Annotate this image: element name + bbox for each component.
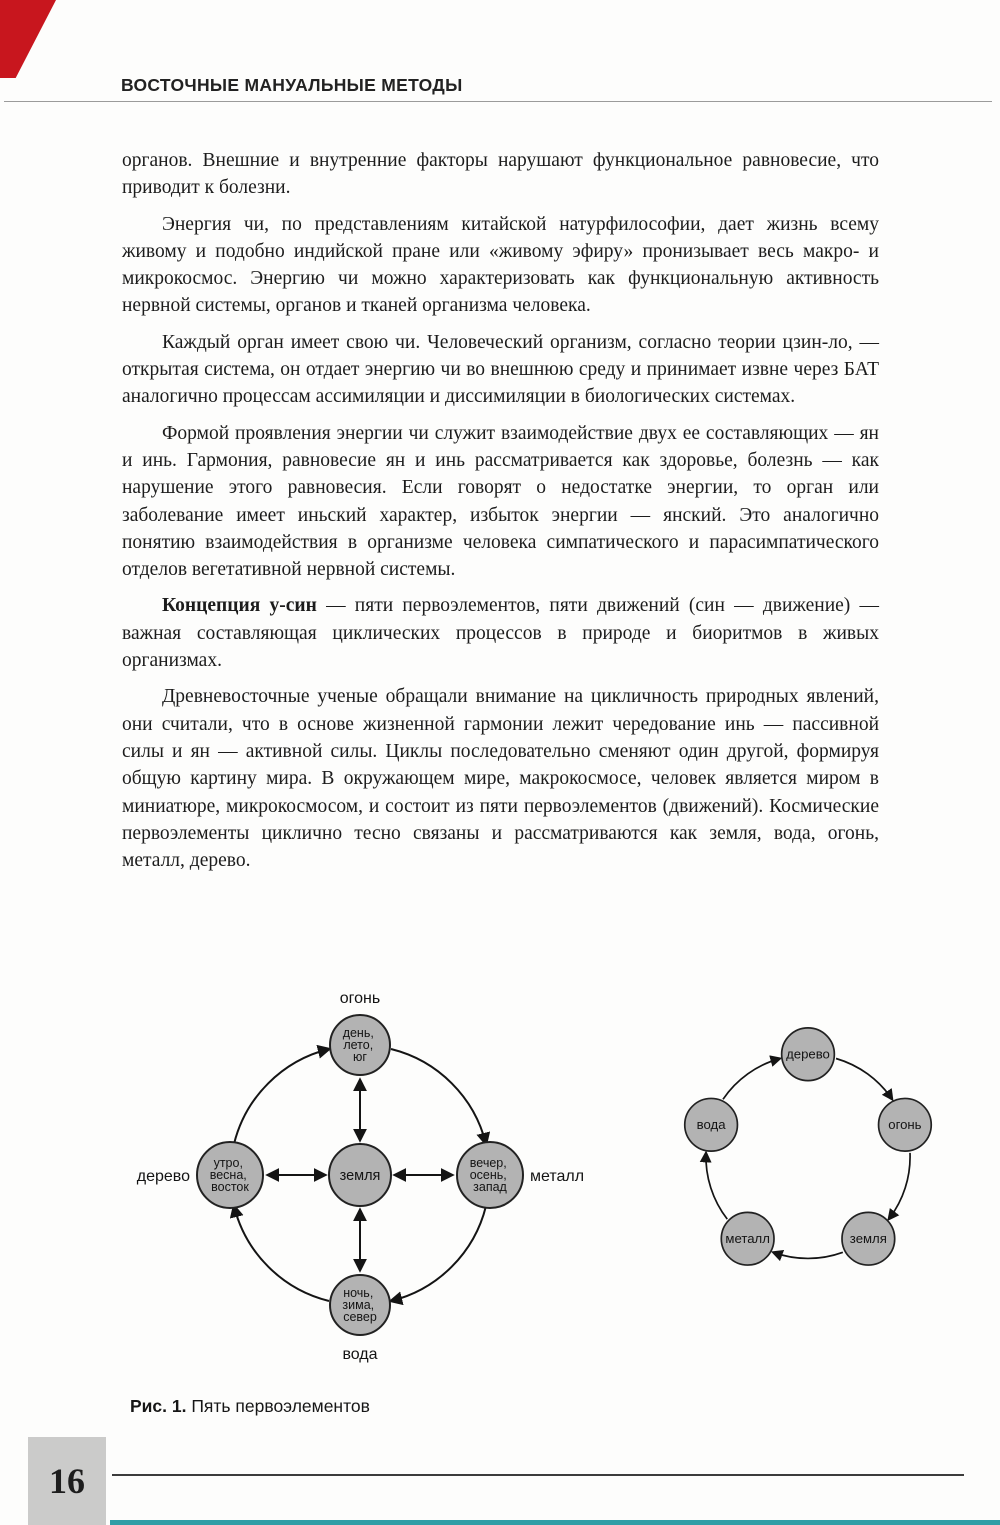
label-fire: огонь [339,990,381,1007]
page-number-tab [28,1437,106,1525]
paragraph-text: — пяти первоэлементов, пяти движений (син — движение) — важная составляющая циклических процессов в природе и биоритмов в живых организмах. [122,595,879,672]
footer-rule [112,1474,964,1476]
node-earth-center [329,1144,391,1206]
arc-earth-to-metal [773,1252,843,1258]
ring-arc-right-bottom [391,1206,486,1301]
cycle-node-water [685,1098,738,1151]
node-water-season [330,1275,390,1335]
paragraph: Древневосточные ученые обращали внимание на цикличность природных явлений, они считали, что в основе жизненной гармонии лежит чередование инь — пассивной силы и ян — активной силы. Циклы последовательно сменяют один другой, формируя общую картину мира. В окружающем мире, макрокосмосе, человек является миром в миниатюре, микрокосмосом, и состоит из пяти первоэлементов (движений). Космические первоэлементы циклично тесно связаны и рассматриваются как земля, вода, огонь, металл, дерево. [122,686,879,872]
ring-arc-top-right [391,1049,486,1144]
arc-metal-to-water [706,1153,727,1219]
node-wood-season [197,1142,263,1208]
node-text: металл [725,1230,770,1246]
label-metal: металл [530,1168,585,1185]
ring-arc-left-top [234,1049,329,1144]
text-block [122,147,879,883]
cycle-node-metal [721,1212,774,1265]
node-text: дерево [786,1046,830,1062]
arc-fire-to-earth [889,1153,910,1219]
header-rule [4,101,992,102]
scan-bottom-edge [110,1520,1000,1525]
node-text: вода [696,1117,726,1133]
node-text: земля [339,1168,381,1184]
figure-five-elements [100,985,980,1365]
figure-caption [130,1396,370,1417]
label-wood: дерево [136,1168,190,1185]
node-fire-season [330,1015,390,1075]
cycle-node-fire [879,1098,932,1151]
corner-accent [0,0,56,78]
wuxing-cycle-diagram [638,999,978,1322]
paragraph: органов. Внешние и внутренние факторы нарушают функциональное равновесие, что приводит к болезни. [122,150,879,199]
node-text: земля [849,1230,887,1246]
arc-water-to-wood [723,1059,780,1100]
caption-label: Рис. 1. [130,1396,187,1416]
running-head: ВОСТОЧНЫЕ МАНУАЛЬНЫЕ МЕТОДЫ [121,75,463,95]
paragraph: Формой проявления энергии чи служит взаимодействие двух ее составляющих — ян и инь. Гармония, равновесие ян и инь рассматривается как здоровье, болезнь — как нарушение этого равновесия. Если говорят о недостатке энергии, то орган или заболевание имеет иньский характер, избыток энергии — янский. Это аналогично понятию взаимодействия в организме человека симпатического и парасимпатического отделов вегетативной нервной системы. [122,422,879,581]
label-water: вода [342,1346,378,1363]
cycle-node-earth [842,1212,895,1265]
node-text: вечер, осень, запад [469,1156,507,1194]
concept-lead: Концепция у-син [162,595,317,617]
node-text: ночь, зима, север [342,1286,377,1324]
wuxing-wheel-diagram [100,985,620,1365]
paragraph: Энергия чи, по представлениям китайской натурфилософии, дает жизнь всему живому и подобно индийской пране или «живому эфиру» пронизывает весь макро- и микрокосмос. Энергию чи можно характеризовать как функциональную активность нервной системы, органов и тканей организма человека. [122,213,879,317]
page-number: 16 [49,1461,85,1501]
node-text: огонь [888,1117,922,1133]
ring-arc-bottom-left [234,1206,329,1301]
node-text: утро, весна, восток [209,1156,249,1194]
node-metal-season [457,1142,523,1208]
paragraph [122,592,879,674]
caption-text: Пять первоэлементов [186,1396,370,1416]
paragraph: Каждый орган имеет свою чи. Человеческий организм, согласно теории цзин-ло, — открытая система, он отдает энергию чи во внешнюю среду и принимает извне через БАТ аналогично процессам ассимиляции и диссимиляции в биологических системах. [122,331,879,408]
node-text: день, лето, юг [342,1026,374,1064]
cycle-node-wood [782,1028,835,1081]
arc-wood-to-fire [836,1059,892,1100]
